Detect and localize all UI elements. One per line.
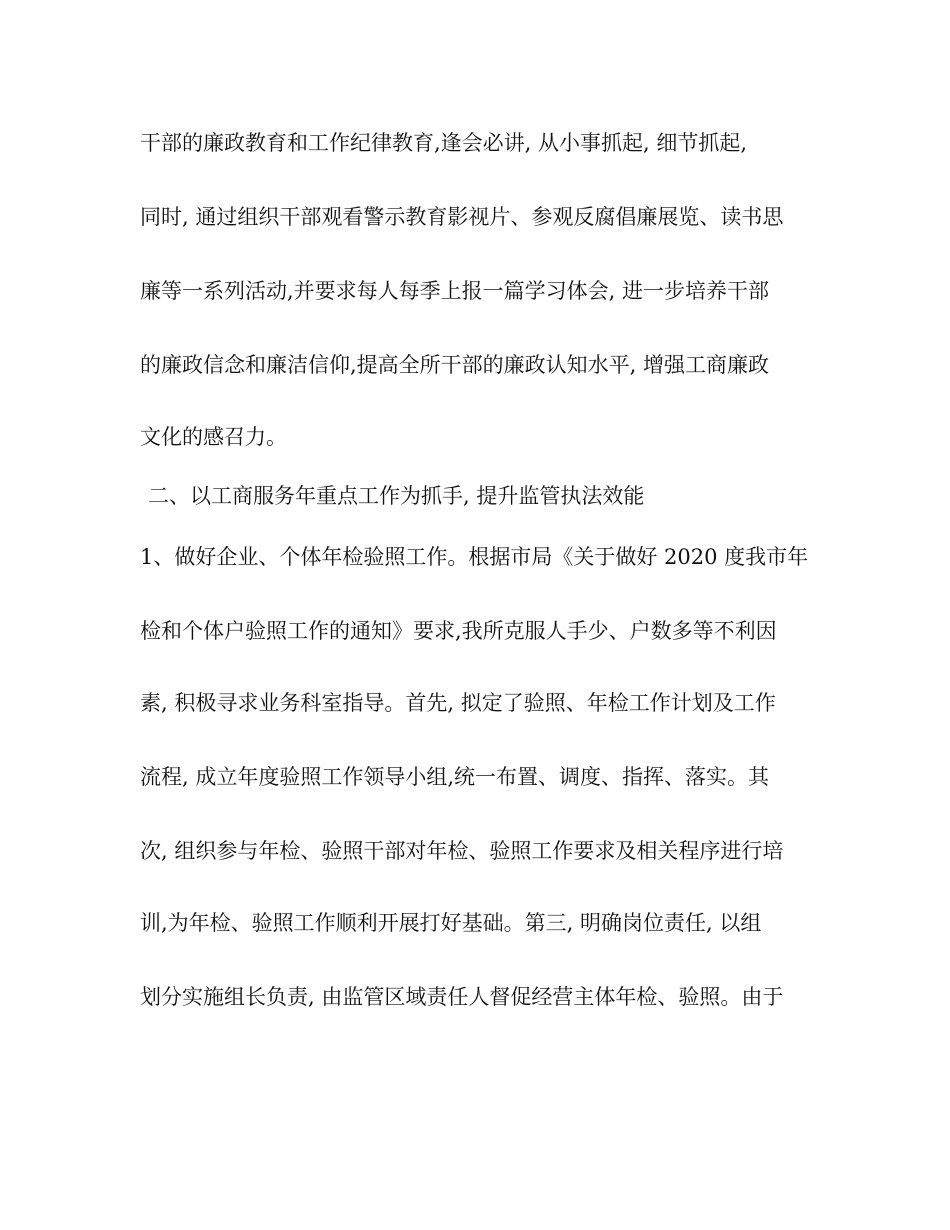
text-line: 1、做好企业、个体年检验照工作。根据市局《关于做好 2020 度我市年: [140, 545, 809, 569]
text-line: 检和个体户验照工作的通知》要求,我所克服人手少、户数多等不利因: [140, 619, 777, 643]
text-line: 训,为年检、验照工作顺利开展打好基础。第三, 明确岗位责任, 以组: [140, 911, 762, 935]
text-line: 文化的感召力。: [140, 425, 287, 449]
text-line: 的廉政信念和廉洁信仰,提高全所干部的廉政认知水平, 增强工商廉政: [140, 353, 770, 377]
text-line: 素, 积极寻求业务科室指导。首先, 拟定了验照、年检工作计划及工作: [140, 691, 776, 715]
text-line: 廉等一系列活动,并要求每人每季上报一篇学习体会, 进一步培养干部: [140, 279, 770, 303]
text-line: 同时, 通过组织干部观看警示教育影视片、参观反腐倡廉展览、读书思: [140, 205, 784, 229]
text-line: 干部的廉政教育和工作纪律教育,逢会必讲, 从小事抓起, 细节抓起,: [140, 131, 748, 155]
text-line: 划分实施组长负责, 由监管区域责任人督促经营主体年检、验照。由于: [140, 985, 784, 1009]
text-line: 流程, 成立年度验照工作领导小组,统一布置、调度、指挥、落实。其: [140, 765, 770, 789]
text-line: 次, 组织参与年检、验照干部对年检、验照工作要求及相关程序进行培: [140, 839, 784, 863]
section-heading: 二、以工商服务年重点工作为抓手, 提升监管执法效能: [148, 484, 645, 508]
